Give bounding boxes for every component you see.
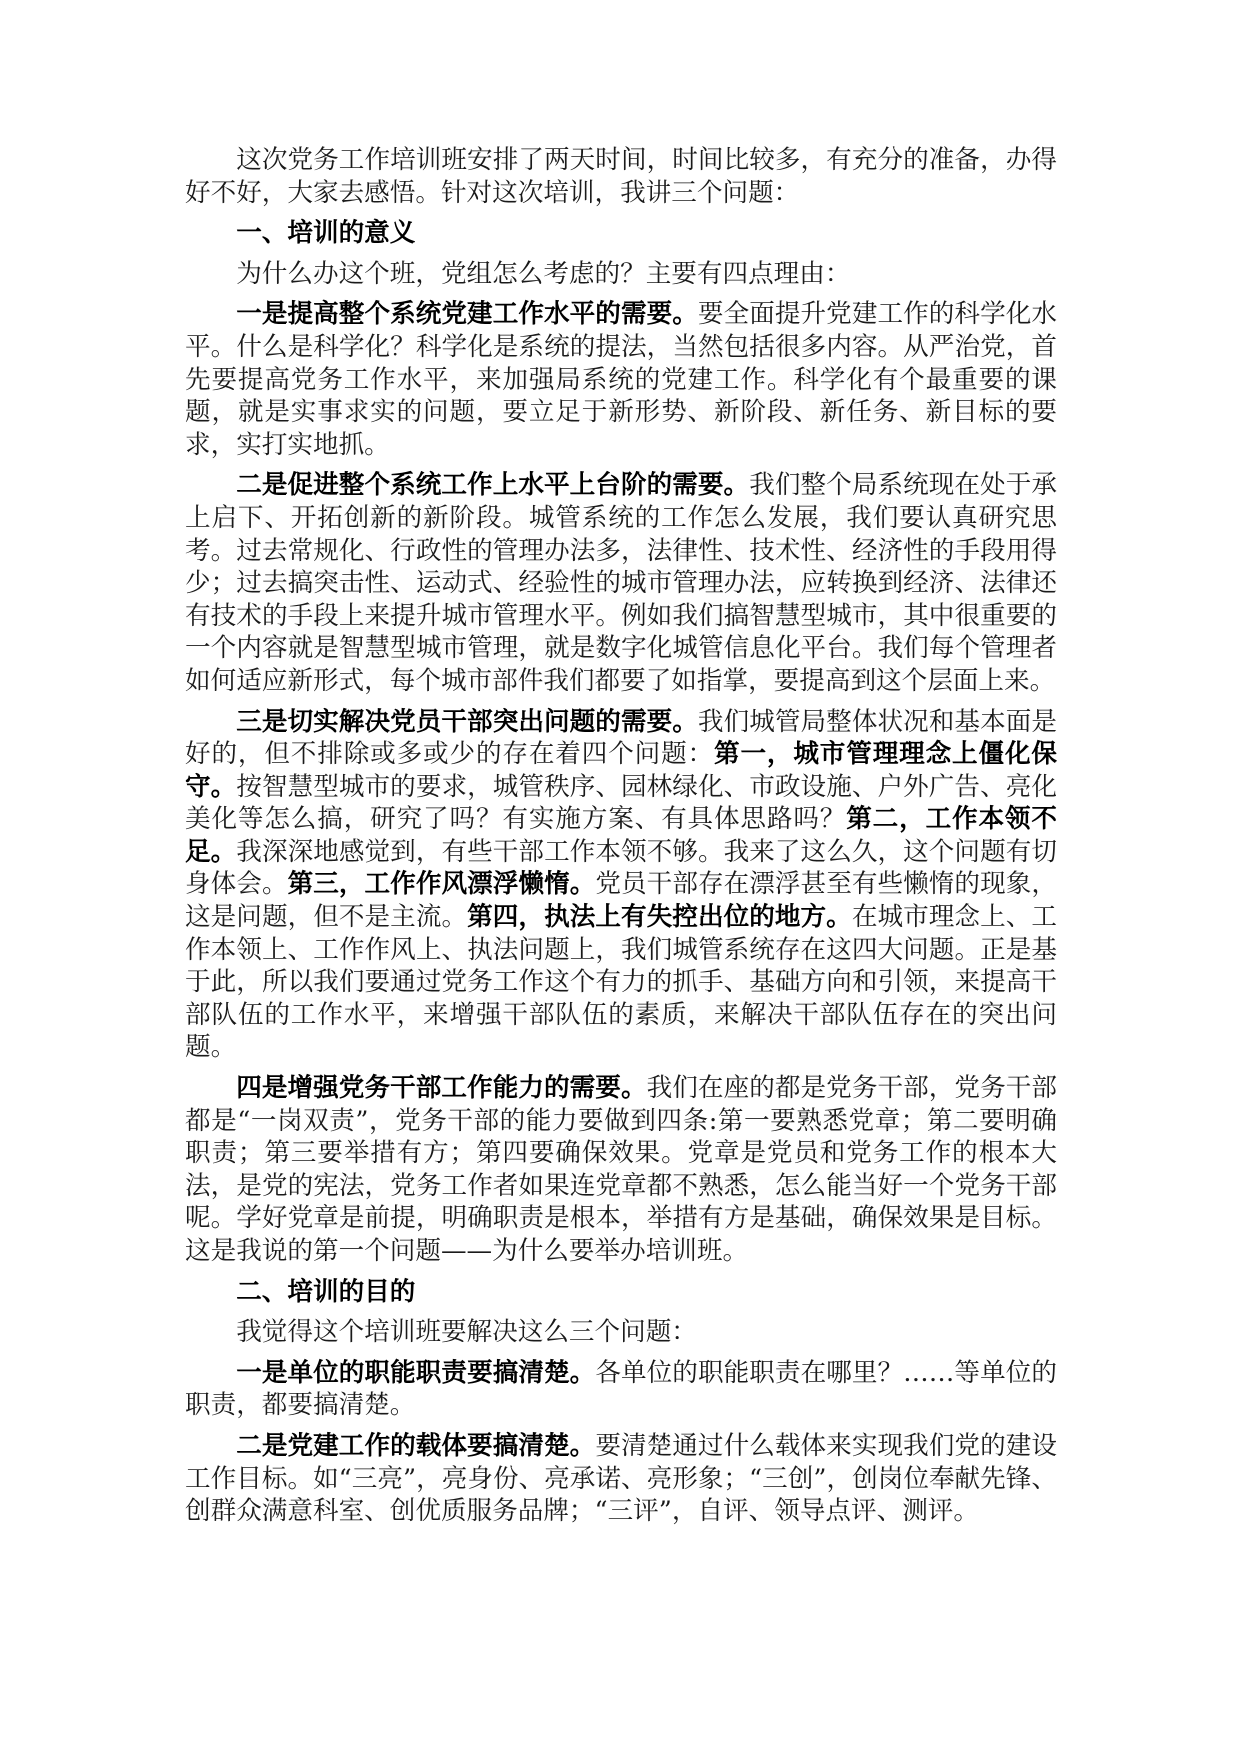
body-text: 党员干部存在漂浮甚至有些懒惰的现象，这是问题，但不是主流。 xyxy=(185,869,1057,933)
paragraph xyxy=(185,1357,1057,1422)
section-heading xyxy=(185,1276,1057,1309)
bold-lead-text: 第三，工作作风漂浮懒惰。 xyxy=(287,869,596,900)
bold-lead-text: 二是党建工作的载体要搞清楚。 xyxy=(236,1430,596,1461)
body-text: 这次党务工作培训班安排了两天时间，时间比较多，有充分的准备，办得好不好，大家去感悟。针对这次培训，我讲三个问题： xyxy=(185,145,1057,208)
body-text: 各单位的职能职责在哪里？……等单位的职责，都要搞清楚。 xyxy=(185,1357,1057,1421)
body-text: 在城市理念上、工作本领上、工作作风上、执法问题上，我们城管系统存在这四大问题。正是基于此，所以我们要通过党务工作这个有力的抓手、基础方向和引领，来提高干部队伍的工作水平，来增强干部队伍的素质，来解决干部队伍存在的突出问题。 xyxy=(185,902,1057,1063)
body-text: 我深深地感觉到，有些干部工作本领不够。我来了这么久，这个问题有切身体会。 xyxy=(185,836,1057,900)
body-text: 我们城管局整体状况和基本面是好的，但不排除或多或少的存在着四个问题： xyxy=(185,706,1057,770)
bold-lead-text: 第四，执法上有失控出位的地方。 xyxy=(467,902,852,933)
body-text: 按智慧型城市的要求，城管秩序、园林绿化、市政设施、户外广告、亮化美化等怎么搞，研究了吗？有实施方案、有具体思路吗？ xyxy=(185,771,1057,835)
body-text: 要清楚通过什么载体来实现我们党的建设工作目标。如“三亮”，亮身份、亮承诺、亮形象；“三创”，创岗位奉献先锋、创群众满意科室、创优质服务品牌；“三评”，自评、领导点评、测评。 xyxy=(185,1430,1057,1527)
body-text: 我们整个局系统现在处于承上启下、开拓创新的新阶段。城管系统的工作怎么发展，我们要认真研究思考。过去常规化、行政性的管理办法多，法律性、技术性、经济性的手段用得少；过去搞突击性、运动式、经验性的城市管理办法，应转换到经济、法律还有技术的手段上来提升城市管理水平。例如我们搞智慧型城市，其中很重要的一个内容就是智慧型城市管理，就是数字化城管信息化平台。我们每个管理者如何适应新形式，每个城市部件我们都要了如指掌，要提高到这个层面上来。 xyxy=(185,470,1057,696)
paragraph xyxy=(185,144,1057,209)
body-text: 为什么办这个班，党组怎么考虑的？主要有四点理由： xyxy=(236,258,851,289)
bold-lead-text: 第一，城市管理理念上僵化保守。 xyxy=(185,739,1057,802)
paragraph xyxy=(185,258,1057,291)
bold-lead-text: 四是增强党务干部工作能力的需要。 xyxy=(236,1073,647,1104)
bold-lead-text: 一是提高整个系统党建工作水平的需要。 xyxy=(236,299,698,330)
document-page xyxy=(185,144,1057,1536)
paragraph xyxy=(185,469,1057,697)
paragraph xyxy=(185,298,1057,461)
bold-lead-text: 一是单位的职能职责要搞清楚。 xyxy=(236,1357,596,1388)
section-heading xyxy=(185,217,1057,250)
bold-lead-text: 三是切实解决党员干部突出问题的需要。 xyxy=(236,706,698,737)
bold-lead-text: 第二，工作本领不足。 xyxy=(185,804,1057,867)
body-text: 我们在座的都是党务干部，党务干部都是“一岗双责”，党务干部的能力要做到四条:第一要熟悉党章；第二要明确职责；第三要举措有方；第四要确保效果。党章是党员和党务工作的根本大法，是党的宪法，党务工作者如果连党章都不熟悉，怎么能当好一个党务干部呢。学好党章是前提，明确职责是根本，举措有方是基础，确保效果是目标。这是我说的第一个问题——为什么要举办培训班。 xyxy=(185,1073,1057,1266)
body-text: 我觉得这个培训班要解决这么三个问题： xyxy=(236,1317,697,1348)
bold-lead-text: 一、培训的意义 xyxy=(236,218,416,249)
bold-lead-text: 二、培训的目的 xyxy=(236,1276,416,1307)
body-text: 要全面提升党建工作的科学化水平。什么是科学化？科学化是系统的提法，当然包括很多内容。从严治党，首先要提高党务工作水平，来加强局系统的党建工作。科学化有个最重要的课题，就是实事求实的问题，要立足于新形势、新阶段、新任务、新目标的要求，实打实地抓。 xyxy=(185,299,1057,460)
bold-lead-text: 二是促进整个系统工作上水平上台阶的需要。 xyxy=(236,470,750,501)
paragraph xyxy=(185,1430,1057,1528)
paragraph xyxy=(185,1072,1057,1268)
paragraph xyxy=(185,1316,1057,1349)
paragraph xyxy=(185,706,1057,1065)
